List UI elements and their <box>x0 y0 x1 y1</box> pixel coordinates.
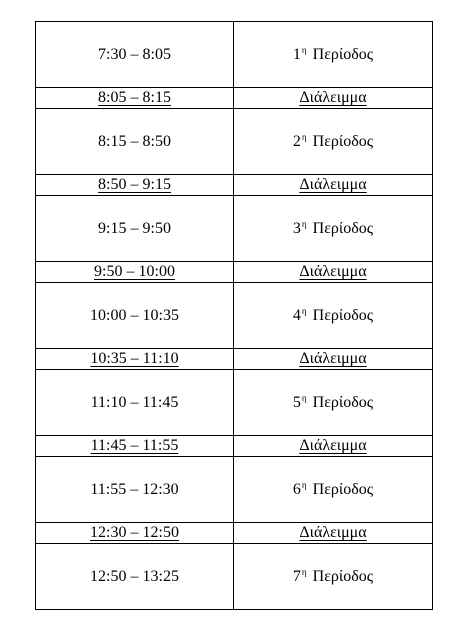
period-label-cell <box>234 22 433 88</box>
period-label-cell <box>234 457 433 523</box>
table-row <box>36 175 433 196</box>
period-word: Περίοδος <box>312 219 374 237</box>
ordinal-superscript: η <box>301 566 307 577</box>
period-word: Περίοδος <box>312 306 374 324</box>
time-range-cell: 12:50 – 13:25 <box>36 544 234 610</box>
table-row <box>36 370 433 436</box>
table-row <box>36 88 433 109</box>
time-range-cell: 11:55 – 12:30 <box>36 457 234 523</box>
table-row <box>36 109 433 175</box>
break-label-cell: Διάλειμμα <box>234 88 433 109</box>
period-number: 2 <box>292 132 301 150</box>
period-number: 3 <box>292 219 301 237</box>
period-number: 1 <box>292 45 301 63</box>
time-range-cell: 11:10 – 11:45 <box>36 370 234 436</box>
period-label-cell <box>234 196 433 262</box>
time-range-cell: 8:15 – 8:50 <box>36 109 234 175</box>
ordinal-superscript: η <box>301 479 307 490</box>
table-row <box>36 262 433 283</box>
break-label-cell: Διάλειμμα <box>234 523 433 544</box>
break-label-cell: Διάλειμμα <box>234 436 433 457</box>
period-word: Περίοδος <box>312 480 374 498</box>
period-number: 4 <box>292 306 301 324</box>
period-number: 6 <box>292 480 301 498</box>
time-range-cell: 12:30 – 12:50 <box>36 523 234 544</box>
table-row <box>36 283 433 349</box>
ordinal-superscript: η <box>301 305 307 316</box>
table-row <box>36 457 433 523</box>
table-row <box>36 196 433 262</box>
period-label-cell <box>234 544 433 610</box>
period-word: Περίοδος <box>312 132 374 150</box>
ordinal-superscript: η <box>301 44 307 55</box>
table-row <box>36 349 433 370</box>
period-word: Περίοδος <box>312 393 374 411</box>
period-label-cell <box>234 370 433 436</box>
period-number: 7 <box>292 567 301 585</box>
ordinal-superscript: η <box>301 131 307 142</box>
time-range-cell: 7:30 – 8:05 <box>36 22 234 88</box>
time-range-cell: 10:00 – 10:35 <box>36 283 234 349</box>
break-label-cell: Διάλειμμα <box>234 175 433 196</box>
table-row <box>36 544 433 610</box>
break-label-cell: Διάλειμμα <box>234 349 433 370</box>
period-label-cell <box>234 283 433 349</box>
table-row <box>36 523 433 544</box>
period-label-cell <box>234 109 433 175</box>
period-word: Περίοδος <box>312 45 374 63</box>
time-range-cell: 9:50 – 10:00 <box>36 262 234 283</box>
time-range-cell: 11:45 – 11:55 <box>36 436 234 457</box>
table-row <box>36 436 433 457</box>
break-label-cell: Διάλειμμα <box>234 262 433 283</box>
time-range-cell: 10:35 – 11:10 <box>36 349 234 370</box>
time-range-cell: 8:50 – 9:15 <box>36 175 234 196</box>
time-range-cell: 9:15 – 9:50 <box>36 196 234 262</box>
period-number: 5 <box>292 393 301 411</box>
schedule-table <box>35 21 433 610</box>
time-range-cell: 8:05 – 8:15 <box>36 88 234 109</box>
ordinal-superscript: η <box>301 218 307 229</box>
period-word: Περίοδος <box>312 567 374 585</box>
table-row <box>36 22 433 88</box>
ordinal-superscript: η <box>301 392 307 403</box>
